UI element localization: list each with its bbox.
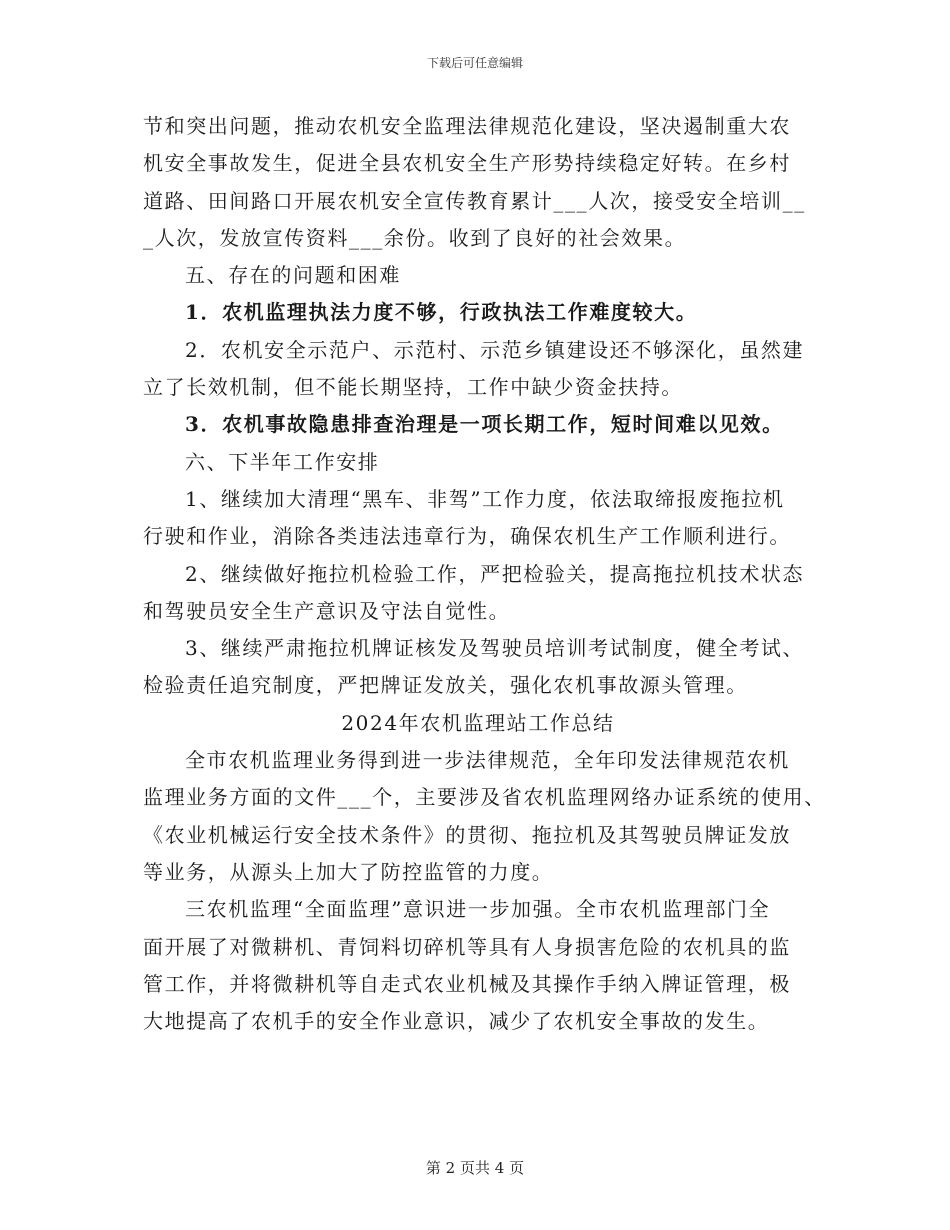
text-line: 面开展了对微耕机、青饲料切碎机等具有人身损害危险的农机具的监 xyxy=(143,934,791,959)
text-line: 机安全事故发生，促进全县农机安全生产形势持续稳定好转。在乡村 xyxy=(143,151,791,176)
text-line: 3、继续严肃拖拉机牌证核发及驾驶员培训考试制度，健全考试、 xyxy=(185,636,805,661)
page-footer: 第 2 页共 4 页 xyxy=(425,1159,525,1177)
text-line: 大地提高了农机手的安全作业意识，减少了农机安全事故的发生。 xyxy=(143,1009,770,1034)
text-line: 六、下半年工作安排 xyxy=(185,449,380,474)
text-line: 管工作，并将微耕机等自走式农业机械及其操作手纳入牌证管理，极 xyxy=(143,971,791,996)
text-line: 1．农机监理执法力度不够，行政执法工作难度较大。 xyxy=(185,300,698,325)
page-header: 下载后可任意编辑 xyxy=(426,56,523,70)
text-line: 五、存在的问题和困难 xyxy=(185,263,401,288)
text-line: 检验责任追究制度，严把牌证发放关，强化农机事故源头管理。 xyxy=(143,673,748,698)
text-line: 2．农机安全示范户、示范村、示范乡镇建设还不够深化，虽然建 xyxy=(185,337,805,362)
text-line: 三农机监理“全面监理”意识进一步加强。全市农机监理部门全 xyxy=(185,897,771,922)
text-line: 立了长效机制，但不能长期坚持，工作中缺少资金扶持。 xyxy=(143,375,683,400)
text-line: 行驶和作业，消除各类违法违章行为，确保农机生产工作顺利进行。 xyxy=(143,524,791,549)
text-line: 《农业机械运行安全技术条件》的贯彻、拖拉机及其驾驶员牌证发放 xyxy=(143,822,791,847)
text-line: 3．农机事故隐患排查治理是一项长期工作，短时间难以见效。 xyxy=(185,412,784,437)
text-line: 全市农机监理业务得到进一步法律规范，全年印发法律规范农机 xyxy=(185,748,790,773)
document-body xyxy=(143,108,826,1040)
section-title: 2024年农机监理站工作总结 xyxy=(341,710,615,735)
text-line: 2、继续做好拖拉机检验工作，严把检验关，提高拖拉机技术状态 xyxy=(185,561,805,586)
text-line: 1、继续加大清理“黑车、非驾”工作力度，依法取缔报废拖拉机 xyxy=(185,486,785,511)
text-line: 等业务，从源头上加大了防控监管的力度。 xyxy=(143,859,554,884)
text-line: 和驾驶员安全生产意识及守法自觉性。 xyxy=(143,598,511,623)
text-line: 道路、田间路口开展农机安全宣传教育累计___人次，接受安全培训__ xyxy=(143,188,806,213)
text-line: 节和突出问题，推动农机安全监理法律规范化建设，坚决遏制重大农 xyxy=(143,114,791,138)
text-line: _人次，发放宣传资料___余份。收到了良好的社会效果。 xyxy=(143,225,687,250)
text-line: 监理业务方面的文件___个，主要涉及省农机监理网络办证系统的使用、 xyxy=(143,785,826,810)
